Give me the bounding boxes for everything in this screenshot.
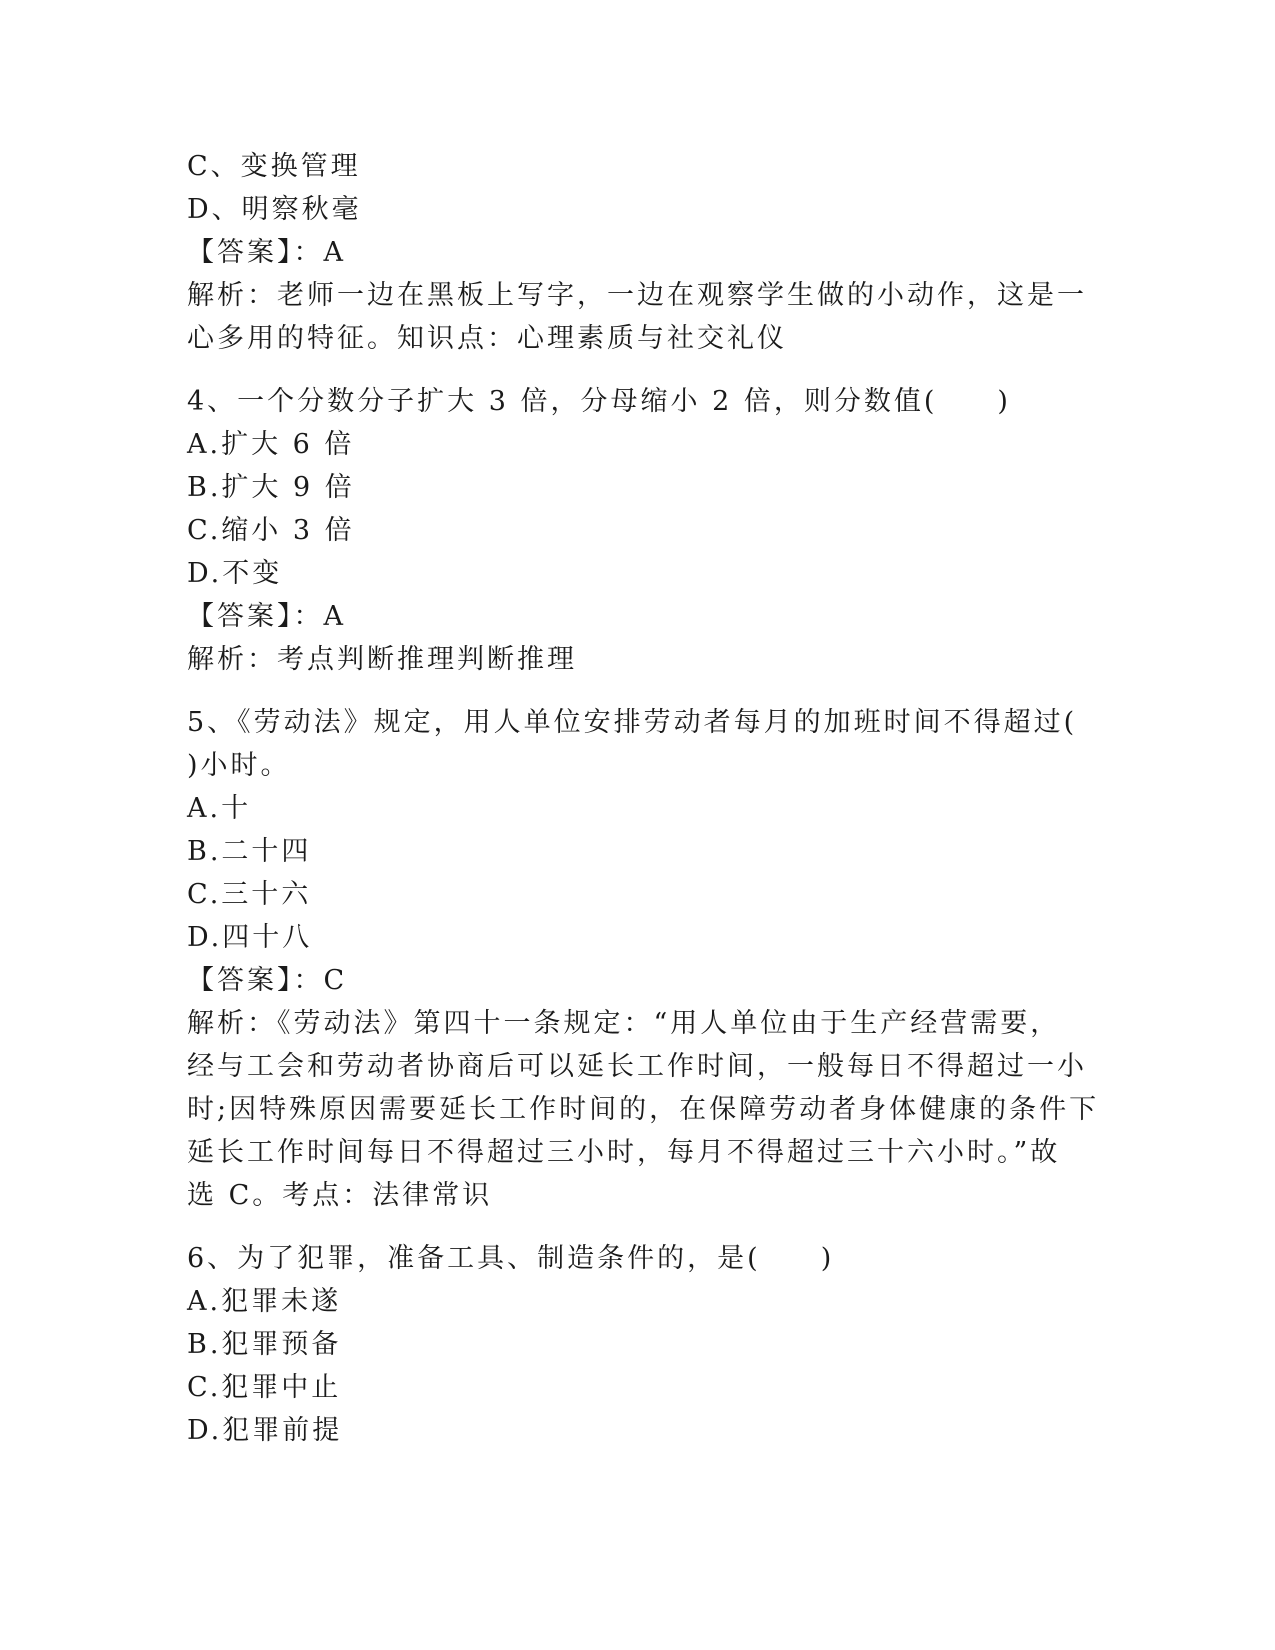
q5-analysis — [187, 1002, 1100, 1217]
q4-answer: 【答案】：A — [187, 601, 346, 632]
q5-analysis-line: 时;因特殊原因需要延长工作时间的，在保障劳动者身体健康的条件下 — [187, 1094, 1100, 1125]
q6-option-c: C.犯罪中止 — [187, 1372, 342, 1403]
q4-stem: 4、一个分数分子扩大 3 倍，分母缩小 2 倍，则分数值( ) — [187, 386, 1011, 417]
q5-option-d: D.四十八 — [187, 922, 313, 953]
q4-analysis: 解析：考点判断推理判断推理 — [187, 644, 577, 675]
q3-analysis — [187, 274, 1087, 360]
q4-option-d: D.不变 — [187, 558, 283, 589]
q5-stem — [187, 701, 1087, 787]
question-6 — [187, 1237, 1087, 1452]
question-3-tail — [187, 145, 1087, 360]
q5-stem-line: 5、《劳动法》规定，用人单位安排劳动者每月的加班时间不得超过( — [187, 707, 1078, 738]
q6-option-d: D.犯罪前提 — [187, 1415, 343, 1446]
q5-option-a: A.十 — [187, 793, 252, 824]
question-4 — [187, 380, 1087, 681]
q3-analysis-line: 解析：老师一边在黑板上写字，一边在观察学生做的小动作，这是一 — [187, 280, 1087, 311]
q6-option-b: B.犯罪预备 — [187, 1329, 342, 1360]
q5-analysis-line: 经与工会和劳动者协商后可以延长工作时间，一般每日不得超过一小 — [187, 1051, 1087, 1082]
q3-answer: 【答案】：A — [187, 237, 346, 268]
question-5 — [187, 701, 1100, 1217]
q3-option-c: C、变换管理 — [187, 151, 361, 182]
document-page — [187, 145, 1100, 1452]
q5-answer: 【答案】：C — [187, 965, 348, 996]
q6-stem: 6、为了犯罪，准备工具、制造条件的，是( ) — [187, 1243, 835, 1274]
q4-option-c: C.缩小 3 倍 — [187, 515, 355, 546]
q4-option-b: B.扩大 9 倍 — [187, 472, 355, 503]
q5-analysis-line: 选 C。考点：法律常识 — [187, 1180, 493, 1211]
q5-stem-line: )小时。 — [187, 750, 291, 781]
q5-option-c: C.三十六 — [187, 879, 312, 910]
q5-analysis-line: 延长工作时间每日不得超过三小时，每月不得超过三十六小时。”故 — [187, 1137, 1061, 1168]
q5-option-b: B.二十四 — [187, 836, 312, 867]
q5-analysis-line: 解析：《劳动法》第四十一条规定：“用人单位由于生产经营需要， — [187, 1008, 1061, 1039]
q4-option-a: A.扩大 6 倍 — [187, 429, 355, 460]
q3-option-d: D、明察秋毫 — [187, 194, 362, 225]
q6-option-a: A.犯罪未遂 — [187, 1286, 342, 1317]
q3-analysis-line: 心多用的特征。知识点：心理素质与社交礼仪 — [187, 323, 787, 354]
